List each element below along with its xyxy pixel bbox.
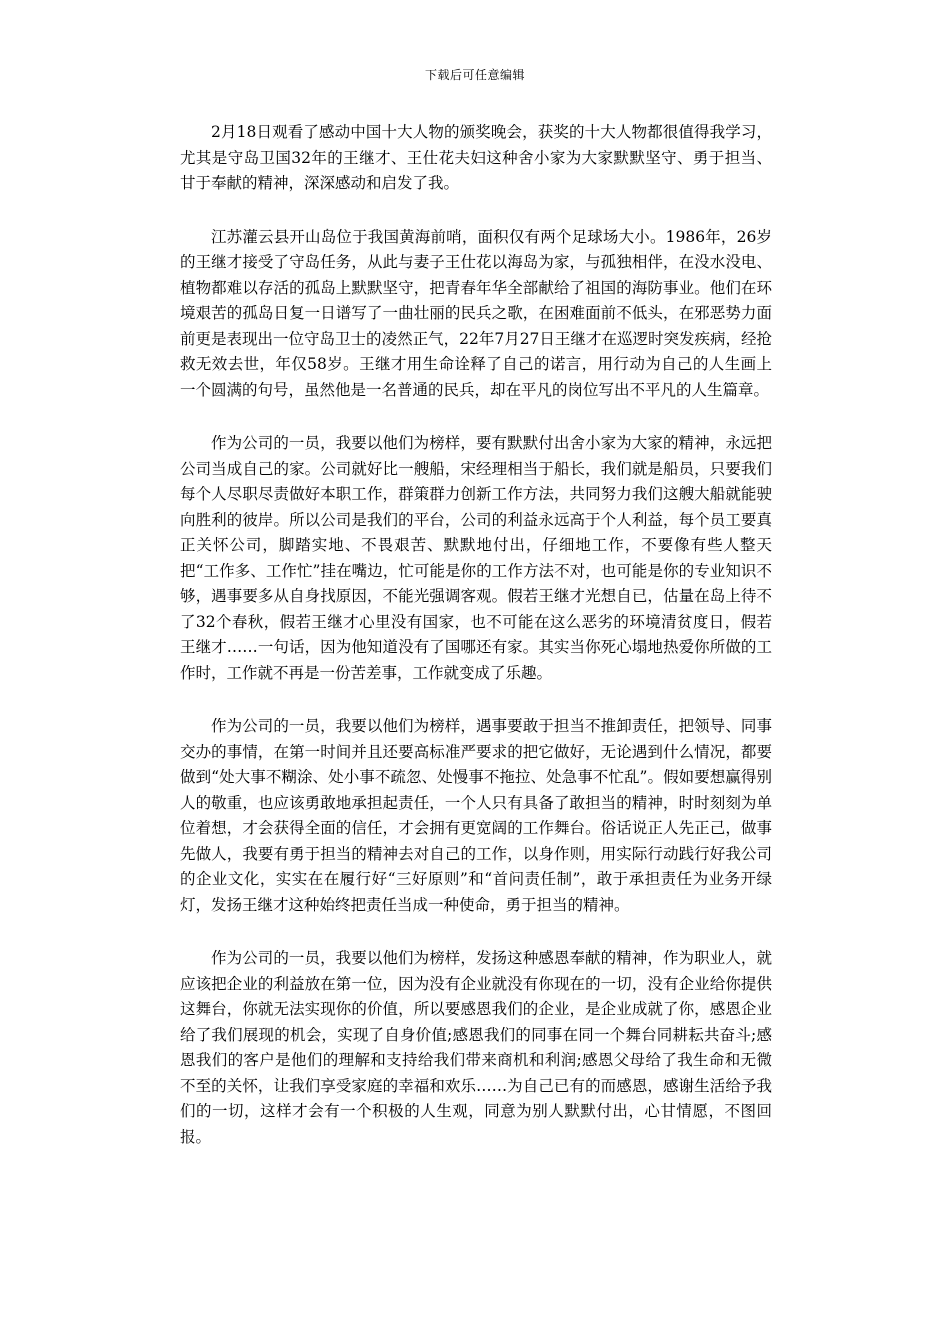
paragraph-5: 作为公司的一员，我要以他们为榜样，发扬这种感恩奉献的精神，作为职业人，就应该把企业的利益放在第一位，因为没有企业就没有你现在的一切，没有企业给你提供这舞台，你就无法实现你的价值，所以要感恩我们的企业，是企业成就了你，感恩企业给了我们展现的机会，实现了自身价值;感恩我们的同事在同一个舞台同耕耘共奋斗;感恩我们的客户是他们的理解和支持给我们带来商机和利润;感恩父母给了我生命和无微不至的关怀，让我们享受家庭的幸福和欢乐……为自己已有的而感恩，感谢生活给予我们的一切，这样才会有一个积极的人生观，同意为别人默默付出，心甘情愿，不图回报。	[180, 949, 772, 1146]
paragraph-4: 作为公司的一员，我要以他们为榜样，遇事要敢于担当不推卸责任，把领导、同事交办的事情，在第一时间并且还要高标准严要求的把它做好，无论遇到什么情况，都要做到“处大事不糊涂、处小事不疏忽、处慢事不拖拉、处急事不忙乱”。假如要想赢得别人的敬重，也应该勇敢地承担起责任，一个人只有具备了敢担当的精神，时时刻刻为单位着想，才会获得全面的信任，才会拥有更宽阔的工作舞台。俗话说正人先正己，做事先做人，我要有勇于担当的精神去对自己的工作，以身作则，用实际行动践行好我公司的企业文化，实实在在履行好“三好原则”和“首问责任制”，敢于承担责任为业务开绿灯，发扬王继才这种始终把责任当成一种使命，勇于担当的精神。	[180, 717, 772, 914]
document-body	[180, 120, 772, 1178]
paragraph-3: 作为公司的一员，我要以他们为榜样，要有默默付出舍小家为大家的精神，永远把公司当成自己的家。公司就好比一艘船，宋经理相当于船长，我们就是船员，只要我们每个人尽职尽责做好本职工作，群策群力创新工作方法，共同努力我们这艘大船就能驶向胜利的彼岸。所以公司是我们的平台，公司的利益永远高于个人利益，每个员工要真正关怀公司，脚踏实地、不畏艰苦、默默地付出，仔细地工作，不要像有些人整天把“工作多、工作忙”挂在嘴边，忙可能是你的工作方法不对，也可能是你的专业知识不够，遇事要多从自身找原因，不能光强调客观。假若王继才光想自已，估量在岛上待不了32个春秋，假若王继才心里没有国家，也不可能在这么恶劣的环境清贫度日，假若王继才……一句话，因为他知道没有了国哪还有家。其实当你死心塌地热爱你所做的工作时，工作就不再是一份苦差事，工作就变成了乐趣。	[180, 434, 772, 682]
paragraph-1: 2月18日观看了感动中国十大人物的颁奖晚会，获奖的十大人物都很值得我学习，尤其是守岛卫国32年的王继才、王仕花夫妇这种舍小家为大家默默坚守、勇于担当、甘于奉献的精神，深深感动和启发了我。	[180, 123, 772, 192]
page-header: 下载后可任意编辑	[424, 68, 525, 82]
paragraph-2: 江苏灌云县开山岛位于我国黄海前哨，面积仅有两个足球场大小。1986年，26岁的王继才接受了守岛任务，从此与妻子王仕花以海岛为家，与孤独相伴，在没水没电、植物都难以存活的孤岛上默默坚守，把青春年华全部献给了祖国的海防事业。他们在环境艰苦的孤岛日复一日谱写了一曲壮丽的民兵之歌，在困难面前不低头，在邪恶势力面前更是表现出一位守岛卫士的凌然正气，22年7月27日王继才在巡逻时突发疾病，经抢救无效去世，年仅58岁。王继才用生命诠释了自己的诺言，用行动为自己的人生画上一个圆满的句号，虽然他是一名普通的民兵，却在平凡的岗位写出不平凡的人生篇章。	[180, 227, 772, 399]
